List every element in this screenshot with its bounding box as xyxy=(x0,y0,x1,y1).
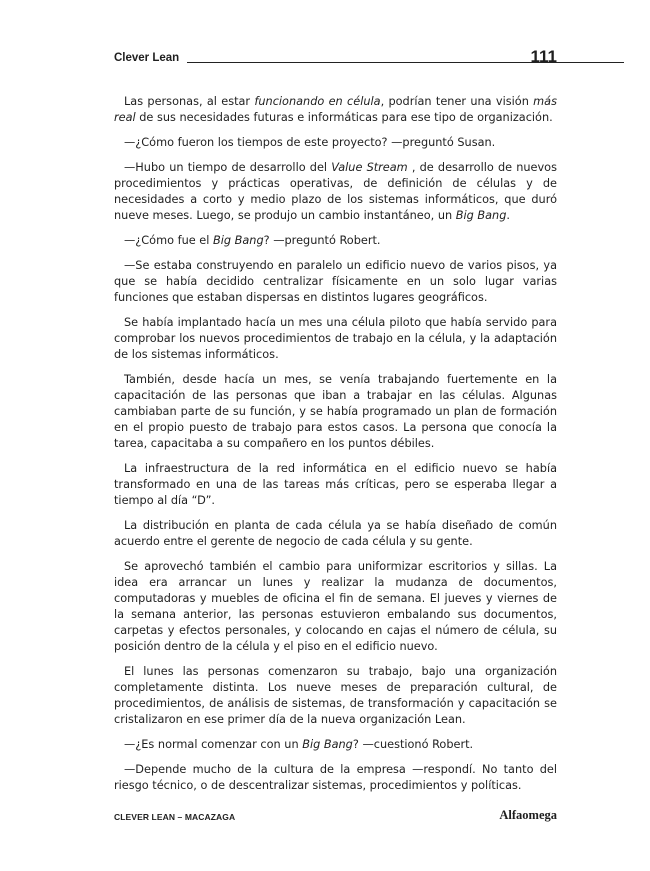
text-segment: La infraestructura de la red informática en el edificio nuevo se había transformado en una de las tareas más críticas, pero se esperaba llegar a tiempo al día “D”. xyxy=(114,462,557,507)
paragraph xyxy=(114,94,557,126)
text-segment: . xyxy=(506,209,510,222)
text-segment: —¿Cómo fue el xyxy=(124,234,213,247)
text-segment: —¿Es normal comenzar con un xyxy=(124,738,303,751)
body-text xyxy=(114,94,557,803)
italic-text-segment: funcionando en célula xyxy=(254,95,381,108)
text-segment: Se había implantado hacía un mes una célula piloto que había servido para comprobar los nuevos procedimientos de trabajo en la célula, y la adaptación de los sistemas informáticos. xyxy=(114,316,557,361)
header-rule xyxy=(187,62,624,63)
text-segment: —Depende mucho de la cultura de la empresa —respondí. No tanto del riesgo técnico, o de descentralizar sistemas, procedimientos y políticas. xyxy=(114,763,557,792)
paragraph xyxy=(114,160,557,224)
paragraph xyxy=(114,258,557,306)
text-segment: La distribución en planta de cada célula ya se había diseñado de común acuerdo entre el gerente de negocio de cada célula y su gente. xyxy=(114,519,557,548)
text-segment: Las personas, al estar xyxy=(124,95,255,108)
paragraph xyxy=(114,664,557,728)
paragraph xyxy=(114,233,557,249)
footer-book-author: CLEVER LEAN – MACAZAGA xyxy=(114,812,236,822)
text-segment: También, desde hacía un mes, se venía trabajando fuertemente en la capacitación de las personas que iban a trabajar en las células. Algunas cambiaban parte de su función, y se había programado un plan de formación en el propio puesto de trabajo para estos casos. La persona que conocía la tarea, capacitaba a su compañero en los puntos débiles. xyxy=(114,373,557,450)
running-head-title: Clever Lean xyxy=(114,52,180,64)
paragraph xyxy=(114,518,557,550)
paragraph xyxy=(114,461,557,509)
italic-text-segment: más real xyxy=(114,95,557,124)
text-segment: ? —preguntó Robert. xyxy=(263,234,381,247)
paragraph xyxy=(114,315,557,363)
italic-text-segment: Big Bang xyxy=(212,234,264,247)
footer-publisher: Alfaomega xyxy=(499,808,557,822)
text-segment: El lunes las personas comenzaron su trabajo, bajo una organización completamente distinta. Los nueve meses de preparación cultural, de procedimientos, de análisis de sistemas, de transformación y capacitación se cristalizaron en ese primer día de la nueva organización Lean. xyxy=(114,665,557,726)
paragraph xyxy=(114,762,557,794)
text-segment: , de desarrollo de nuevos procedimientos y prácticas operativas, de definición de células y de necesidades a corto y medio plazo de los sistemas informáticos, que duró nueve meses. Luego, se produjo un cambio instantáneo, un xyxy=(114,161,557,222)
italic-text-segment: Big Bang xyxy=(302,738,353,751)
paragraph xyxy=(114,559,557,655)
paragraph xyxy=(114,135,557,151)
text-segment: —Hubo un tiempo de desarrollo del xyxy=(124,161,332,174)
page-number: 111 xyxy=(530,47,557,66)
text-segment: —Se estaba construyendo en paralelo un edificio nuevo de varios pisos, ya que se había decidido centralizar físicamente en un solo lugar varias funciones que estaban dispersas en distintos lugares geográficos. xyxy=(114,259,557,304)
text-segment: —¿Cómo fueron los tiempos de este proyecto? —preguntó Susan. xyxy=(124,136,496,149)
text-segment: Se aprovechó también el cambio para uniformizar escritorios y sillas. La idea era arrancar un lunes y realizar la mudanza de documentos, computadoras y muebles de oficina el fin de semana. El jueves y viernes de la semana anterior, las personas estuvieron embalando sus documentos, carpetas y efectos personales, y colocando en cajas el número de célula, su posición dentro de la célula y el piso en el edificio nuevo. xyxy=(114,560,557,653)
text-segment: , podrían tener una visión xyxy=(380,95,534,108)
text-segment: ? —cuestionó Robert. xyxy=(352,738,474,751)
italic-text-segment: Big Bang xyxy=(455,209,507,222)
page-header xyxy=(114,48,557,68)
paragraph xyxy=(114,737,557,753)
text-segment: de sus necesidades futuras e informáticas para ese tipo de organización. xyxy=(135,111,553,124)
paragraph xyxy=(114,372,557,452)
italic-text-segment: Value Stream xyxy=(331,161,408,174)
